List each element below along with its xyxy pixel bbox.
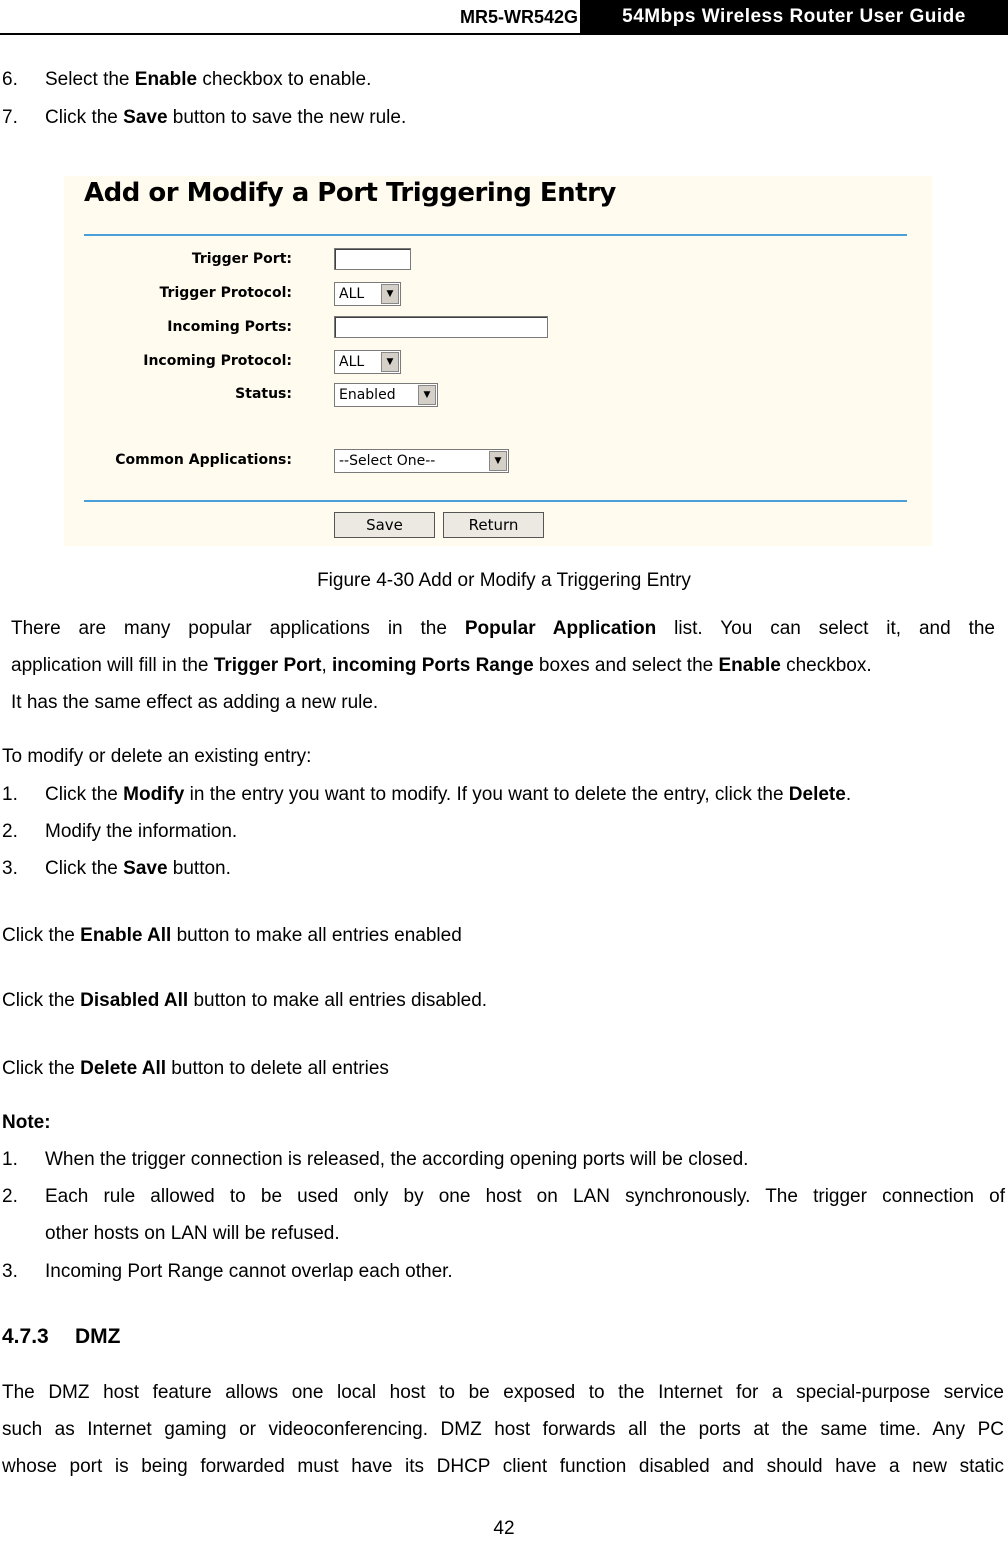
note-number: 2. <box>2 1186 18 1207</box>
incoming-protocol-value: ALL <box>339 354 365 370</box>
incoming-ports-label: Incoming Ports: <box>167 319 292 335</box>
step-text: Select the Enable checkbox to enable. <box>45 69 372 90</box>
save-button[interactable]: Save <box>334 512 435 538</box>
chevron-down-icon: ▼ <box>381 284 399 304</box>
common-applications-value: --Select One-- <box>339 453 436 469</box>
note-text-line-1: Each rule allowed to be used only by one host on LAN synchronously. The trigger connection of <box>45 1186 1005 1207</box>
note-text-line-2: other hosts on LAN will be refused. <box>45 1223 340 1244</box>
note-number: 1. <box>2 1149 18 1170</box>
step-number: 2. <box>2 821 18 842</box>
page-number: 42 <box>493 1518 515 1539</box>
note-label: Note: <box>2 1112 51 1133</box>
section-title: DMZ <box>75 1325 121 1348</box>
note-text: Incoming Port Range cannot overlap each other. <box>45 1261 453 1282</box>
status-label: Status: <box>235 386 292 402</box>
return-button[interactable]: Return <box>443 512 544 538</box>
header-rule <box>0 33 1008 35</box>
note-number: 3. <box>2 1261 18 1282</box>
popular-para-line-2: application will fill in the Trigger Port, incoming Ports Range boxes and select the Enable checkbox. <box>11 655 872 676</box>
figure-caption: Figure 4-30 Add or Modify a Triggering Entry <box>317 570 691 591</box>
trigger-protocol-value: ALL <box>339 286 365 302</box>
section-number: 4.7.3 <box>2 1325 49 1348</box>
chevron-down-icon: ▼ <box>381 352 399 372</box>
form-top-rule <box>84 234 907 236</box>
status-select[interactable] <box>334 383 438 407</box>
trigger-port-label: Trigger Port: <box>191 251 292 267</box>
trigger-port-input[interactable] <box>334 248 411 270</box>
trigger-protocol-label: Trigger Protocol: <box>159 285 292 301</box>
incoming-protocol-label: Incoming Protocol: <box>143 353 292 369</box>
status-value: Enabled <box>339 387 396 403</box>
modify-intro: To modify or delete an existing entry: <box>2 746 312 767</box>
form-title: Add or Modify a Port Triggering Entry <box>84 178 616 208</box>
dmz-para-line-3: whose port is being forwarded must have its DHCP client function disabled and should have a new static <box>2 1456 1004 1477</box>
popular-para-line-3: It has the same effect as adding a new rule. <box>11 692 379 713</box>
step-number: 1. <box>2 784 18 805</box>
step-number: 6. <box>2 69 18 90</box>
dmz-para-line-1: The DMZ host feature allows one local host to be exposed to the Internet for a special-purpose service <box>2 1382 1004 1403</box>
incoming-ports-input[interactable] <box>334 316 548 338</box>
step-text: Click the Modify in the entry you want to modify. If you want to delete the entry, click the Delete. <box>45 784 852 805</box>
chevron-down-icon: ▼ <box>418 385 436 405</box>
step-number: 7. <box>2 107 18 128</box>
header-guide-title: 54Mbps Wireless Router User Guide <box>580 0 1008 34</box>
header-model: MR5-WR542G <box>459 7 578 27</box>
step-text: Modify the information. <box>45 821 238 842</box>
common-applications-select[interactable] <box>334 449 509 473</box>
common-applications-label: Common Applications: <box>115 452 292 468</box>
delete-all-line: Click the Delete All button to delete all entries <box>2 1058 389 1079</box>
step-text: Click the Save button. <box>45 858 231 879</box>
dmz-para-line-2: such as Internet gaming or videoconferencing. DMZ host forwards all the ports at the same time. Any PC <box>2 1419 1004 1440</box>
step-number: 3. <box>2 858 18 879</box>
port-triggering-form-figure <box>64 176 932 546</box>
form-bottom-rule <box>84 500 907 502</box>
incoming-protocol-select[interactable] <box>334 350 401 374</box>
disabled-all-line: Click the Disabled All button to make all entries disabled. <box>2 990 488 1011</box>
popular-para-line-1: There are many popular applications in the Popular Application list. You can select it, and the <box>11 618 995 639</box>
chevron-down-icon: ▼ <box>489 451 507 471</box>
note-text: When the trigger connection is released, the according opening ports will be closed. <box>45 1149 749 1170</box>
trigger-protocol-select[interactable] <box>334 282 401 306</box>
enable-all-line: Click the Enable All button to make all entries enabled <box>2 925 462 946</box>
step-text: Click the Save button to save the new rule. <box>45 107 407 128</box>
